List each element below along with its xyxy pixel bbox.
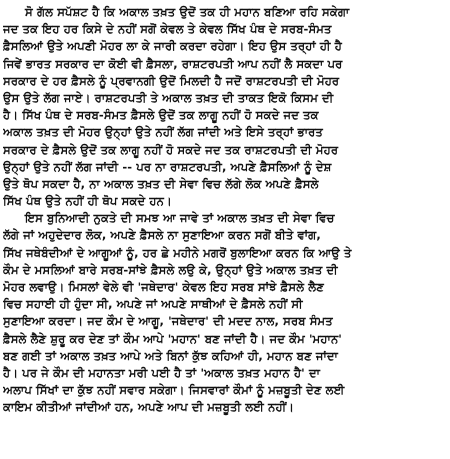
paragraph-1 <box>3 4 447 210</box>
text-line: ਉਤੇ ਥੋਪ ਸਕਦਾ ਹੈ, ਨਾ ਅਕਾਲ ਤਖ਼ਤ ਦੀ ਸੇਵਾ ਵਿਚ ਲੱਗੇ ਲੋਕ ਅਪਣੇ ਫ਼ੈਸਲੇ <box>3 176 319 191</box>
text-line: ਸਰਕਾਰ ਦੇ ਹਰ ਫ਼ੈਸਲੇ ਨੂੰ ਪ੍ਰਵਾਨਗੀ ਉਦੋਂ ਮਿਲਦੀ ਹੈ ਜਦੋਂ ਰਾਸ਼ਟਰਪਤੀ ਦੀ ਮੋਹਰ <box>3 73 340 88</box>
text-line: ਫ਼ੈਸਲੇ ਲੈਣੇ ਸ਼ੁਰੂ ਕਰ ਦੇਣ ਤਾਂ ਕੌਮ ਆਪੇ 'ਮਹਾਨ' ਬਣ ਜਾਂਦੀ ਹੈ। ਜਦ ਕੌਮ 'ਮਹਾਨ' <box>3 331 342 346</box>
text-line: ਜਦ ਤਕ ਇਹ ਹਰ ਕਿਸੇ ਦੇ ਨਹੀਂ ਸਗੋਂ ਕੇਵਲ ਤੇ ਕੇਵਲ ਸਿੱਖ ਪੰਥ ਦੇ ਸਰਬ-ਸੰਮਤ <box>3 22 332 37</box>
text-line: ਕੌਮ ਦੇ ਮਸਲਿਆਂ ਬਾਰੇ ਸਰਬ-ਸਾਂਝੇ ਫ਼ੈਸਲੇ ਲਉ ਕੇ, ਉਨ੍ਹਾਂ ਉਤੇ ਅਕਾਲ ਤਖ਼ਤ ਦੀ <box>3 262 338 277</box>
text-line: ਕਾਇਮ ਕੀਤੀਆਂ ਜਾਂਦੀਆਂ ਹਨ, ਅਪਣੇ ਆਪ ਦੀ ਮਜ਼ਬੂਤੀ ਲਈ ਨਹੀਂ। <box>3 400 295 415</box>
text-line: ਹੈ। ਪਰ ਜੇ ਕੌਮ ਦੀ ਮਹਾਨਤਾ ਮਰੀ ਪਈ ਹੈ ਤਾਂ 'ਅਕਾਲ ਤਖ਼ਤ ਮਹਾਨ ਹੈ' ਦਾ <box>3 365 321 380</box>
text-line: ਅਲਾਪ ਸਿੱਖਾਂ ਦਾ ਕੁੱਝ ਨਹੀਂ ਸਵਾਰ ਸਕੇਗਾ। ਜਿਸਵਾਰਾਂ ਕੌਮਾਂ ਨੂੰ ਮਜ਼ਬੂਤੀ ਦੇਣ ਲਈ <box>3 383 345 398</box>
text-line: ਬਣ ਗਈ ਤਾਂ ਅਕਾਲ ਤਖ਼ਤ ਆਪੇ ਅਤੇ ਬਿਨਾਂ ਕੁੱਝ ਕਹਿਆਂ ਹੀ, ਮਹਾਨ ਬਣ ਜਾਂਦਾ <box>3 348 338 363</box>
text-line: ਸਿੱਖ ਪੰਥ ਉਤੇ ਨਹੀਂ ਹੀ ਥੋਪ ਸਕਦੇ ਹਨ। <box>3 194 172 209</box>
text-line: ਹੈ। ਸਿੱਖ ਪੰਥ ਦੇ ਸਰਬ-ਸੰਮਤ ਫ਼ੈਸਲੇ ਉਦੋਂ ਤਕ ਲਾਗੂ ਨਹੀਂ ਹੋ ਸਕਦੇ ਜਦ ਤਕ <box>3 108 319 123</box>
text-line: ਸਰਕਾਰ ਦੇ ਫ਼ੈਸਲੇ ਉਦੋਂ ਤਕ ਲਾਗੂ ਨਹੀਂ ਹੋ ਸਕਦੇ ਜਦ ਤਕ ਰਾਸ਼ਟਰਪਤੀ ਦੀ ਮੋਹਰ <box>3 142 339 157</box>
text-line: ਮੋਹਰ ਲਵਾਉ। ਮਿਸਲਾਂ ਵੇਲੇ ਵੀ 'ਜਥੇਦਾਰ' ਕੇਵਲ ਇਹ ਸਰਬ ਸਾਂਝੇ ਫ਼ੈਸਲੇ ਲੈਣ <box>3 280 324 294</box>
text-line: ਇਸ ਬੁਨਿਆਦੀ ਨੁਕਤੇ ਦੀ ਸਮਝ ਆ ਜਾਵੇ ਤਾਂ ਅਕਾਲ ਤਖ਼ਤ ਦੀ ਸੇਵਾ ਵਿਚ <box>25 211 335 226</box>
text-line: ਅਕਾਲ ਤਖ਼ਤ ਦੀ ਮੋਹਰ ਉਨ੍ਹਾਂ ਉਤੇ ਨਹੀਂ ਲੱਗ ਜਾਂਦੀ ਅਤੇ ਇਸੇ ਤਰ੍ਹਾਂ ਭਾਰਤ <box>3 125 323 140</box>
text-line: ਸਿੱਖ ਜਥੇਬੰਦੀਆਂ ਦੇ ਆਗੂਆਂ ਨੂੰ, ਹਰ ਛੇ ਮਹੀਨੇ ਮਗਰੋਂ ਬੁਲਾਇਆ ਕਰਨ ਕਿ ਆਉ ਤੇ <box>3 245 352 260</box>
text-line: ਸੋ ਗੱਲ ਸਪੱਸ਼ਟ ਹੈ ਕਿ ਅਕਾਲ ਤਖ਼ਤ ਉਦੋਂ ਤਕ ਹੀ ਮਹਾਨ ਬਣਿਆ ਰਹਿ ਸਕੇਗਾ <box>25 5 350 19</box>
text-line: ਫ਼ੈਸਲਿਆਂ ਉਤੇ ਅਪਣੀ ਮੋਹਰ ਲਾ ਕੇ ਜਾਰੀ ਕਰਦਾ ਰਹੇਗਾ। ਇਹ ਉਸ ਤਰ੍ਹਾਂ ਹੀ ਹੈ <box>3 39 342 54</box>
text-line: ਵਿਚ ਸਹਾਈ ਹੀ ਹੁੰਦਾ ਸੀ, ਅਪਣੇ ਜਾਂ ਅਪਣੇ ਸਾਥੀਆਂ ਦੇ ਫ਼ੈਸਲੇ ਨਹੀਂ ਸੀ <box>3 297 303 312</box>
text-line: ਜਿਵੇਂ ਭਾਰਤ ਸਰਕਾਰ ਦਾ ਕੋਈ ਵੀ ਫ਼ੈਸਲਾ, ਰਾਸ਼ਟਰਪਤੀ ਆਪ ਨਹੀਂ ਲੈ ਸਕਦਾ ਪਰ <box>3 56 343 71</box>
text-line: ਲੱਗੇ ਜਾਂ ਅਹੁਦੇਦਾਰ ਲੋਕ, ਅਪਣੇ ਫ਼ੈਸਲੇ ਨਾ ਸੁਣਾਇਆ ਕਰਨ ਸਗੋਂ ਬੀਤੇ ਵਾਂਗ, <box>3 228 321 243</box>
text-line: ਸੁਣਾਇਆ ਕਰਦਾ। ਜਦ ਕੌਮ ਦੇ ਆਗੂ, 'ਜਥੇਦਾਰ' ਦੀ ਮਦਦ ਨਾਲ, ਸਰਬ ਸੰਮਤ <box>3 314 333 329</box>
paragraph-2 <box>3 210 447 416</box>
text-line: ਉਸ ਉਤੇ ਲੱਗ ਜਾਏ। ਰਾਸ਼ਟਰਪਤੀ ਤੇ ਅਕਾਲ ਤਖ਼ਤ ਦੀ ਤਾਕਤ ਇਕੋ ਕਿਸਮ ਦੀ <box>3 90 334 105</box>
text-line: ਉਨ੍ਹਾਂ ਉਤੇ ਨਹੀਂ ਲੱਗ ਜਾਂਦੀ -- ਪਰ ਨਾ ਰਾਸ਼ਟਰਪਤੀ, ਅਪਣੇ ਫ਼ੈਸਲਿਆਂ ਨੂੰ ਦੇਸ਼ <box>3 159 332 174</box>
